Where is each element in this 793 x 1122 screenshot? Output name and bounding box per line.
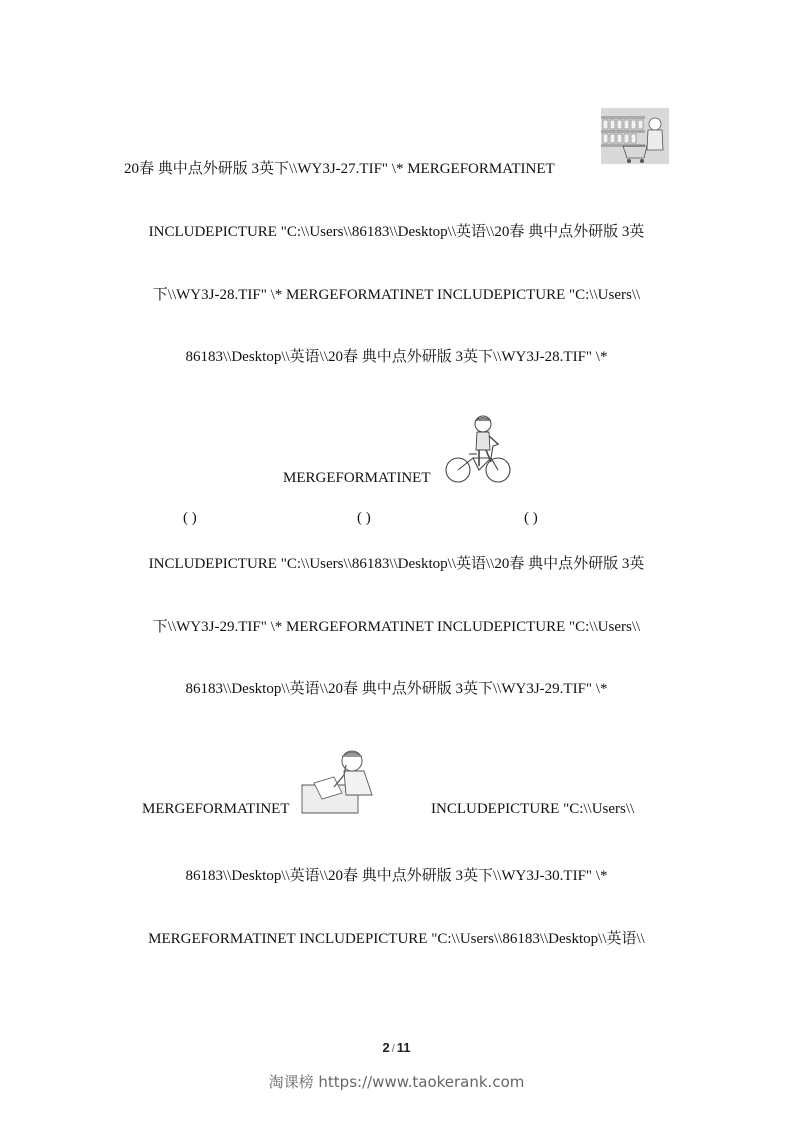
document-line-11: MERGEFORMATINET INCLUDEPICTURE "C:\\Users\\86183\\Desktop\\英语\\: [148, 931, 645, 947]
boy-riding-bicycle-illustration: [443, 414, 513, 486]
shopping-illustration: [601, 108, 669, 164]
answer-blank-3[interactable]: ( ): [524, 510, 538, 526]
document-line-1: 20春 典中点外研版 3英下\\WY3J-27.TIF" \* MERGEFORMATINET: [124, 161, 555, 177]
answer-blank-1[interactable]: ( ): [183, 510, 197, 526]
document-line-9a: MERGEFORMATINET: [142, 801, 290, 817]
total-pages: 11: [396, 1040, 411, 1055]
document-line-2: INCLUDEPICTURE "C:\\Users\\86183\\Desktop\\英语\\20春 典中点外研版 3英: [148, 224, 645, 240]
current-page: 2: [382, 1040, 390, 1055]
document-line-8: 86183\\Desktop\\英语\\20春 典中点外研版 3英下\\WY3J-29.TIF" \*: [185, 681, 608, 697]
document-line-5: MERGEFORMATINET: [283, 470, 431, 486]
document-line-3: 下\\WY3J-28.TIF" \* MERGEFORMATINET INCLUDEPICTURE "C:\\Users\\: [152, 287, 641, 303]
page-separator: /: [391, 1043, 395, 1055]
page-indicator: [0, 1040, 793, 1055]
answer-blank-2[interactable]: ( ): [357, 510, 371, 526]
document-line-9b: INCLUDEPICTURE "C:\\Users\\: [431, 801, 635, 817]
document-line-4: 86183\\Desktop\\英语\\20春 典中点外研版 3英下\\WY3J-28.TIF" \*: [185, 349, 608, 365]
boy-reading-at-desk-illustration: [300, 745, 380, 815]
document-line-6: INCLUDEPICTURE "C:\\Users\\86183\\Desktop\\英语\\20春 典中点外研版 3英: [148, 556, 645, 572]
footer-watermark: 淘课榜 https://www.taokerank.com: [268, 1073, 525, 1091]
document-line-10: 86183\\Desktop\\英语\\20春 典中点外研版 3英下\\WY3J-30.TIF" \*: [185, 868, 608, 884]
document-line-7: 下\\WY3J-29.TIF" \* MERGEFORMATINET INCLUDEPICTURE "C:\\Users\\: [152, 619, 641, 635]
